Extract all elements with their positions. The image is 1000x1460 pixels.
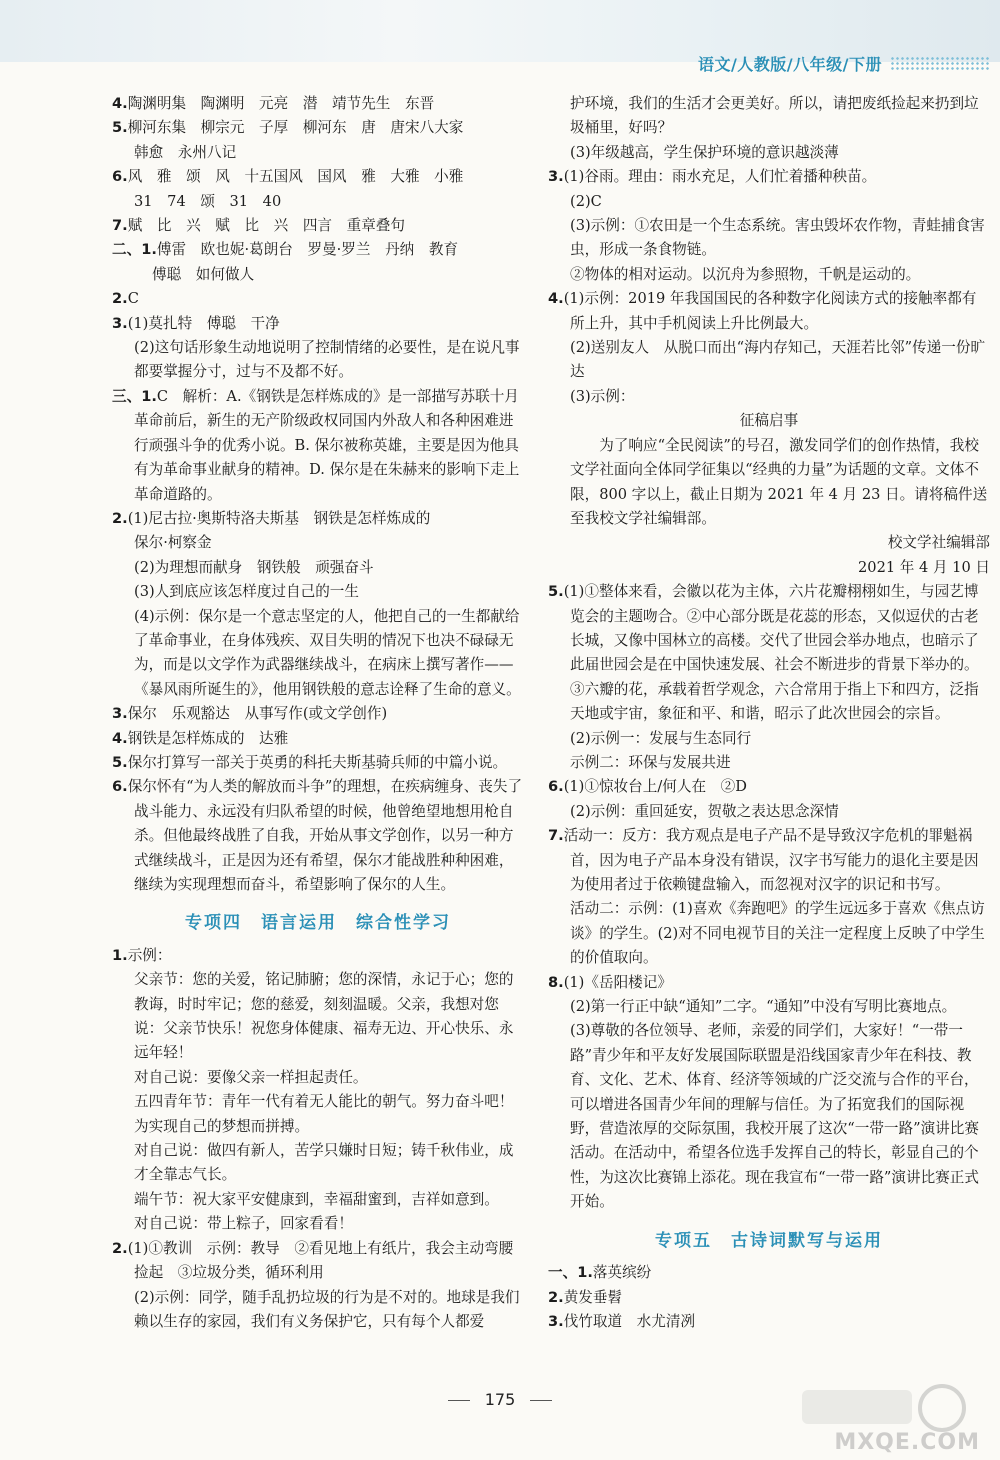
answer-text: (2)C	[570, 192, 602, 210]
answer-text: 对自己说：带上粽子，回家看看！	[134, 1215, 353, 1233]
item-number: 3.	[548, 1312, 564, 1330]
item-number: 6.	[548, 778, 564, 796]
answer-line	[112, 190, 524, 214]
answer-line	[112, 727, 524, 751]
answer-text: 护环境，我们的生活才会更美好。所以，请把废纸捡起来扔到垃圾桶里，好吗？	[570, 95, 979, 137]
answer-line	[548, 92, 990, 141]
answer-text: (1)《岳阳楼记》	[563, 973, 672, 991]
answer-text: 五四青年节：青年一代有着无人能比的朝气。努力奋斗吧！为实现自己的梦想而拼搏。	[134, 1093, 514, 1135]
answer-text: 落英缤纷	[592, 1264, 652, 1282]
answer-line	[548, 556, 990, 580]
answer-line	[112, 1237, 524, 1286]
answer-text: (3)尊敬的各位领导、老师，亲爱的同学们，大家好！“一带一路”青少年和平友好发展国际联盟是沿线国家青少年在科技、教育、文化、艺术、体育、经济等领域的广泛交流与合作的平台，可以增进各国青少年间的理解与信任。为了拓宽我们的国际视野，营造浓厚的交际氛围，我校开展了这次“一带一路”演讲比赛活动。在活动中，希望各位选手发挥自己的特长，彰显自己的个性，为这次比赛锦上添花。现在我宣布“一带一路”演讲比赛正式开始。	[570, 1022, 979, 1211]
watermark-text: MXQE.COM	[834, 1430, 980, 1455]
answer-line	[112, 214, 524, 238]
item-number: 6.	[112, 168, 128, 186]
item-number: 4.	[548, 290, 564, 308]
answer-line	[112, 336, 524, 385]
footer-dash-left	[448, 1400, 470, 1401]
item-number: 1.	[112, 946, 128, 964]
item-number: 6.	[112, 778, 128, 796]
answer-line	[112, 263, 524, 287]
item-number: 二、1.	[112, 241, 157, 259]
answer-text: 伐竹取道 水尤清冽	[563, 1312, 696, 1330]
item-number: 2.	[112, 509, 128, 527]
answer-line	[112, 116, 524, 140]
answer-line	[548, 1310, 990, 1334]
answer-line	[548, 1019, 990, 1214]
answer-line	[112, 605, 524, 703]
answer-line	[112, 702, 524, 726]
answer-line	[548, 287, 990, 336]
answer-line	[548, 775, 990, 799]
answer-line	[548, 336, 990, 385]
answer-line	[548, 409, 990, 433]
answer-text: 活动一：反方：我方观点是电子产品不是导致汉字危机的罪魁祸首，因为电子产品本身没有错误，汉字书写能力的退化主要是因为使用者过于依赖键盘输入，而忽视对汉字的识记和书写。	[563, 827, 979, 893]
answer-text: 父亲节：您的关爱，铭记肺腑；您的深情，永记于心；您的教诲，时时牢记；您的慈爱，刻刻温暖。父亲，我想对您说：父亲节快乐！祝您身体健康、福寿无边、开心快乐、永远年轻！	[134, 971, 514, 1062]
answer-text: 赋 比 兴 赋 比 兴 四言 重章叠句	[127, 217, 405, 235]
answer-text: 傅聪 如何做人	[152, 265, 255, 283]
answer-line	[548, 263, 990, 287]
item-number: 三、1.	[112, 387, 157, 405]
answer-line	[112, 141, 524, 165]
answer-text: (3)示例：①农田是一个生态系统。害虫毁坏农作物，青蛙捕食害虫，形成一条食物链。	[570, 217, 985, 259]
answer-line	[112, 968, 524, 1066]
item-number: 8.	[548, 973, 564, 991]
answer-line	[548, 214, 990, 263]
answer-text: 黄发垂髫	[563, 1288, 623, 1306]
answer-text: C	[127, 290, 139, 308]
item-number: 4.	[112, 95, 128, 112]
answer-line	[112, 1090, 524, 1139]
answer-text: 保尔·柯察金	[134, 534, 212, 552]
answer-text: C 解析：A.《钢铁是怎样炼成的》是一部描写苏联十月革命前后，新生的无产阶级政权同国内外敌人和各种困难进行顽强斗争的优秀小说。B. 保尔被称英雄，主要是因为他具有为革命事业献身的精神。D. 保尔是在朱赫来的影响下走上革命道路的。	[134, 387, 520, 503]
item-number: 2.	[548, 1288, 564, 1306]
answer-text: (2)示例一：发展与生态同行	[570, 729, 752, 747]
section-title: 专项四 语言运用 综合性学习	[185, 913, 451, 934]
answer-text: 韩愈 永州八记	[134, 143, 237, 161]
answer-text: ②物体的相对运动。以沉舟为参照物，千帆是运动的。	[570, 265, 921, 283]
header-title: 语文/人教版/八年级/下册	[697, 55, 882, 74]
answer-line	[548, 1261, 990, 1285]
answer-line	[548, 897, 990, 970]
item-number: 2.	[112, 290, 128, 308]
answer-line	[548, 824, 990, 897]
answer-text: 对自己说：要像父亲一样担起责任。	[134, 1068, 368, 1086]
answer-line	[548, 800, 990, 824]
answer-line	[112, 556, 524, 580]
answer-line	[548, 727, 990, 751]
answer-line	[548, 165, 990, 189]
answer-text: 征稿启事	[739, 412, 799, 430]
answer-line	[112, 507, 524, 531]
answer-line	[112, 580, 524, 604]
item-number: 一、1.	[548, 1264, 593, 1282]
answer-line	[112, 1139, 524, 1188]
answer-line	[112, 165, 524, 189]
right-column	[548, 92, 990, 1334]
answer-text: (1)①整体来看，会徽以花为主体，六片花瓣栩栩如生，与园艺博览会的主题吻合。②中心部分既是花蕊的形态，又似逗伏的古老长城，又像中国林立的高楼。交代了世园会举办地点，也暗示了此届世园会是在中国快速发展、社会不断进步的背景下举办的。③六瓣的花，承载着哲学观念，六合常用于指上下和四方，泛指天地或宇宙，象征和平、和谐，昭示了此次世园会的宗旨。	[563, 583, 979, 723]
answer-line	[548, 971, 990, 995]
answer-line	[548, 580, 990, 726]
answer-text: 示例二：环保与发展共进	[570, 753, 731, 771]
answer-text: 示例：	[127, 946, 172, 964]
answer-text: 风 雅 颂 风 十五国风 国风 雅 大雅 小雅	[127, 168, 464, 186]
item-number: 5.	[548, 583, 564, 601]
answer-text: (1)①惊妆台上/何人在 ②D	[563, 778, 747, 796]
answer-line	[112, 312, 524, 336]
answer-line	[548, 385, 990, 409]
answer-line	[112, 92, 524, 116]
item-number: 4.	[112, 729, 128, 747]
answer-line	[112, 1212, 524, 1236]
answer-text: (2)这句话形象生动地说明了控制情绪的必要性，是在说凡事都要掌握分寸，过与不及都不好。	[134, 339, 520, 381]
item-number: 3.	[548, 168, 564, 186]
left-column	[112, 92, 524, 1334]
answer-text: 保尔 乐观豁达 从事写作(或文学创作)	[127, 705, 388, 723]
answer-text: 傅雷 欧也妮·葛朗台 罗曼·罗兰 丹纳 教育	[156, 241, 459, 259]
answer-text: 活动二：示例：(1)喜欢《奔跑吧》的学生远远多于喜欢《焦点访谈》的学生。(2)对不同电视节目的关注一定程度上反映了中学生的价值取向。	[570, 900, 985, 967]
answer-text: 柳河东集 柳宗元 子厚 柳河东 唐 唐宋八大家	[127, 119, 464, 137]
answer-text: (1)尼古拉·奥斯特洛夫斯基 钢铁是怎样炼成的	[127, 509, 431, 527]
answer-text: 保尔打算写一部关于英勇的科托夫斯基骑兵师的中篇小说。	[127, 753, 508, 771]
answer-text: (3)人到底应该怎样度过自己的一生	[134, 583, 359, 601]
answer-text: 31 74 颂 31 40	[134, 192, 282, 210]
item-number: 5.	[112, 119, 128, 137]
answer-line	[548, 751, 990, 775]
answer-text: (4)示例：保尔是一个意志坚定的人，他把自己的一生都献给了革命事业，在身体残疾、双目失明的情况下也决不碌碌无为，而是以文学作为武器继续战斗，在病床上撰写著作——《暴风雨所诞生的》，他用钢铁般的意志诠释了生命的意义。	[134, 607, 521, 698]
answer-text: 钢铁是怎样炼成的 达雅	[127, 729, 289, 747]
answer-text: 陶渊明集 陶渊明 元亮 潜 靖节先生 东晋	[127, 95, 435, 112]
answer-line	[112, 1286, 524, 1335]
answer-line	[548, 995, 990, 1019]
answer-line	[112, 751, 524, 775]
answer-line	[112, 385, 524, 507]
answer-line	[112, 531, 524, 555]
answer-line	[112, 1188, 524, 1212]
answer-text: 校文学社编辑部	[887, 534, 990, 552]
item-number: 3.	[112, 314, 128, 332]
answer-line	[548, 1286, 990, 1310]
answer-text: (1)莫扎特 傅聪 干净	[127, 314, 280, 332]
header-dot-pattern	[890, 56, 990, 72]
item-number: 7.	[112, 217, 128, 235]
answer-line	[112, 1066, 524, 1090]
answer-text: (1)①教训 示例：教导 ②看见地上有纸片，我会主动弯腰捡起 ③垃圾分类，循环利用	[127, 1239, 514, 1282]
answer-text: 端午节：祝大家平安健康到，幸福甜蜜到，吉祥如意到。	[134, 1190, 499, 1208]
answer-text: (2)第一行正中缺“通知”二字。“通知”中没有写明比赛地点。	[570, 998, 957, 1016]
page-number: 175	[484, 1390, 516, 1409]
answer-text: 保尔怀有“为人类的解放而斗争”的理想，在疾病缠身、丧失了战斗能力、永远没有归队希望的时候，他曾绝望地想用枪自杀。但他最终战胜了自我，开始从事文学创作，以另一种方式继续战斗，正是因为还有希望，保尔才能战胜种种困难，继续为实现理想而奋斗，希望影响了保尔的人生。	[127, 778, 523, 893]
answer-line	[112, 287, 524, 311]
answer-line	[112, 944, 524, 968]
item-number: 7.	[548, 827, 564, 845]
answer-line	[112, 238, 524, 262]
answer-line	[548, 531, 990, 555]
answer-text: 为了响应“全民阅读”的号召，激发同学们的创作热情，我校文学社面向全体同学征集以“经典的力量”为话题的文章。文体不限，800 字以上，截止日期为 2021 年 4 月 23 日。请将稿件送至我校文学社编辑部。	[570, 436, 988, 527]
answer-line	[548, 190, 990, 214]
item-number: 3.	[112, 705, 128, 723]
answer-text: (1)示例：2019 年我国国民的各种数字化阅读方式的接触率都有所上升，其中手机阅读上升比例最大。	[563, 290, 977, 332]
answer-text: (2)送别友人 从脱口而出“海内存知己，天涯若比邻”传递一份旷达	[570, 339, 986, 381]
item-number: 5.	[112, 753, 128, 771]
answer-text: (2)示例：同学，随手乱扔垃圾的行为是不对的。地球是我们赖以生存的家园，我们有义务保护它，只有每个人都爱	[134, 1288, 520, 1330]
answer-text: 2021 年 4 月 10 日	[858, 558, 990, 576]
answer-text: (3)示例：	[570, 387, 635, 405]
answer-line	[548, 141, 990, 165]
answer-text: (2)为理想而献身 钢铁般 顽强奋斗	[134, 558, 374, 576]
answer-text: (3)年级越高，学生保护环境的意识越淡薄	[570, 143, 839, 161]
answer-text: (2)示例：重回延安，贺敬之表达思念深情	[570, 802, 839, 820]
answer-text: (1)谷雨。理由：雨水充足，人们忙着播种秧苗。	[563, 168, 877, 186]
section-title: 专项五 古诗词默写与运用	[655, 1230, 883, 1251]
answer-line	[548, 434, 990, 532]
footer-dash-right	[530, 1400, 552, 1401]
answer-text: 对自己说：做四有新人，苦学只嫌时日短；铸千秋伟业，成才全靠志气长。	[134, 1142, 514, 1184]
item-number: 2.	[112, 1239, 128, 1257]
answer-line	[112, 775, 524, 897]
